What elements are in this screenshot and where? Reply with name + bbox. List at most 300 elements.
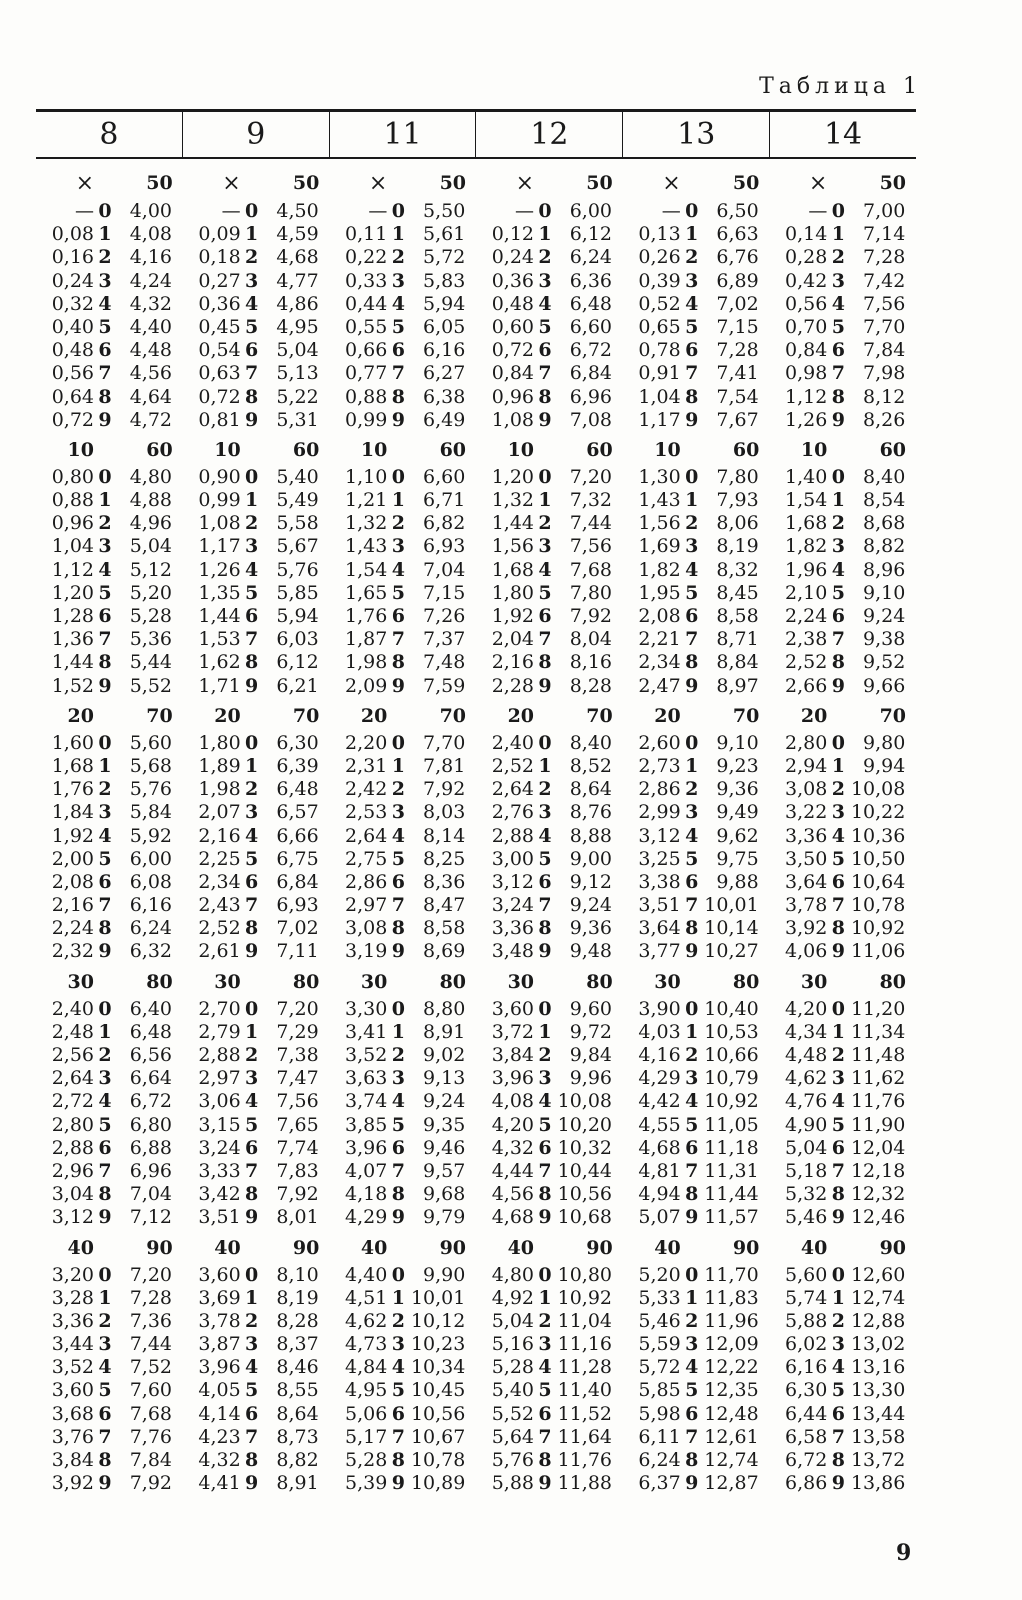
unit-digit: 7 <box>245 362 259 385</box>
left-value: 2,66 <box>785 674 828 697</box>
right-value: 10,01 <box>704 894 759 917</box>
unit-digit: 9 <box>685 940 699 963</box>
left-value: 3,25 <box>638 847 681 870</box>
left-value: 4,32 <box>198 1449 241 1471</box>
unit-digit: 3 <box>685 269 699 292</box>
unit-digit: 4 <box>391 292 405 315</box>
left-value: 1,56 <box>491 535 535 558</box>
table-row <box>36 1160 183 1183</box>
unit-digit: 3 <box>685 1333 699 1356</box>
table-row <box>183 1090 330 1113</box>
right-value: 8,76 <box>569 801 613 824</box>
right-value: 7,81 <box>423 754 466 777</box>
right-value: 8,26 <box>863 408 906 431</box>
table-row <box>183 732 330 755</box>
unit-digit: 4 <box>831 1356 845 1379</box>
right-value: 6,48 <box>129 1020 172 1043</box>
unit-digit: 4 <box>831 292 845 315</box>
table-row <box>36 1067 183 1090</box>
unit-digit: 1 <box>685 223 699 246</box>
table-row <box>623 801 770 824</box>
table-row <box>476 1137 623 1160</box>
unit-digit: 0 <box>391 465 405 488</box>
multiply-sign: × <box>222 170 241 196</box>
left-value: 3,12 <box>638 824 681 847</box>
right-value: 8,36 <box>423 870 466 893</box>
right-value: 11,16 <box>557 1333 613 1356</box>
left-value: 5,52 <box>491 1402 535 1425</box>
unit-digit: 3 <box>685 1067 699 1090</box>
right-value: 7,29 <box>276 1020 319 1043</box>
right-value: 7,28 <box>716 339 759 362</box>
table-row <box>36 1310 183 1333</box>
right-value: 11,76 <box>850 1090 906 1113</box>
left-value: 5,04 <box>785 1136 828 1159</box>
table-row <box>36 1472 183 1495</box>
group-subheader <box>183 702 330 730</box>
table-row <box>36 1379 183 1402</box>
right-value: 4,16 <box>129 246 172 269</box>
left-value: 3,78 <box>785 894 828 917</box>
table-row <box>183 1183 330 1206</box>
table-row <box>476 270 623 293</box>
table-row <box>329 1333 476 1356</box>
unit-digit: 5 <box>391 1379 405 1402</box>
table-row <box>183 917 330 940</box>
unit-digit: 8 <box>538 917 552 940</box>
left-value: 1,98 <box>345 651 388 674</box>
right-value: 6,63 <box>716 223 759 246</box>
unit-digit: 7 <box>538 1425 552 1448</box>
value-group <box>36 996 183 1234</box>
unit-digit: 7 <box>391 1425 405 1448</box>
right-value: 12,35 <box>704 1379 759 1402</box>
left-value: 1,76 <box>345 605 388 627</box>
column-header: 9 <box>182 112 329 157</box>
unit-digit: 4 <box>98 1356 112 1379</box>
table-row <box>183 489 330 512</box>
left-value: — <box>661 200 681 222</box>
right-value: 6,32 <box>129 940 172 963</box>
unit-digit: 7 <box>538 1159 552 1182</box>
left-value: 5,60 <box>785 1263 828 1286</box>
table-row <box>769 825 916 848</box>
left-value: 1,43 <box>638 489 681 512</box>
left-value: 3,92 <box>785 917 828 940</box>
table-row <box>329 223 476 246</box>
table-row <box>623 871 770 894</box>
right-value: 9,60 <box>569 997 613 1020</box>
left-value: 0,78 <box>638 339 681 362</box>
unit-digit: 4 <box>245 1356 259 1379</box>
right-value: 12,74 <box>704 1449 759 1471</box>
unit-digit: 6 <box>245 605 259 627</box>
unit-digit: 6 <box>538 870 552 893</box>
right-value: 9,38 <box>863 628 906 651</box>
table-row <box>183 940 330 963</box>
left-value: 0,09 <box>198 223 241 246</box>
table-row <box>36 825 183 848</box>
table-row <box>183 848 330 871</box>
right-value: 4,00 <box>129 200 172 222</box>
right-value: 8,03 <box>423 801 466 824</box>
table-row <box>36 848 183 871</box>
unit-digit: 9 <box>98 1206 112 1229</box>
group-subheader <box>769 1234 916 1262</box>
table-row <box>329 917 476 940</box>
table-row <box>769 1067 916 1090</box>
right-value: 7,98 <box>863 362 906 385</box>
left-value: 0,56 <box>785 292 828 315</box>
left-value: 0,14 <box>785 223 828 246</box>
table-row <box>476 628 623 651</box>
left-value: 2,42 <box>345 778 388 801</box>
right-value: 7,44 <box>569 512 613 535</box>
value-group <box>329 730 476 968</box>
right-value: 6,16 <box>129 894 172 917</box>
group-subheader <box>183 968 330 996</box>
right-value: 8,28 <box>276 1309 319 1332</box>
left-value: 3,52 <box>345 1044 388 1066</box>
right-value: 6,84 <box>569 362 613 385</box>
group-subheader <box>36 1234 183 1262</box>
unit-digit: 0 <box>245 1263 259 1286</box>
unit-digit: 6 <box>538 339 552 362</box>
table-row <box>183 223 330 246</box>
right-value: 4,56 <box>129 362 172 385</box>
table-row <box>476 466 623 489</box>
left-value: 1,80 <box>491 581 535 604</box>
right-value: 8,16 <box>569 651 613 674</box>
table-row <box>36 1287 183 1310</box>
table-row <box>476 917 623 940</box>
left-value: 2,86 <box>345 870 388 893</box>
table-row <box>769 200 916 223</box>
left-value: 3,08 <box>785 778 828 801</box>
right-value: 8,01 <box>276 1206 319 1229</box>
table-row <box>476 998 623 1021</box>
right-value: 6,03 <box>276 628 319 651</box>
group-tens-label: 30 <box>507 970 535 993</box>
right-value: 8,06 <box>716 512 759 535</box>
value-group <box>769 1262 916 1500</box>
table-row <box>36 223 183 246</box>
right-value: 6,96 <box>129 1159 172 1182</box>
right-value: 9,96 <box>569 1067 613 1090</box>
left-value: 0,52 <box>638 292 681 315</box>
table-row <box>183 1206 330 1229</box>
unit-digit: 9 <box>538 408 552 431</box>
left-value: 2,10 <box>785 581 828 604</box>
group-tens-label: 40 <box>654 1236 681 1259</box>
unit-digit: 2 <box>245 246 259 269</box>
unit-digit: 7 <box>391 362 405 385</box>
table-row <box>183 362 330 385</box>
table-row <box>769 605 916 628</box>
left-value: 0,16 <box>51 246 94 269</box>
table-row <box>769 223 916 246</box>
unit-digit: 4 <box>98 558 112 581</box>
unit-digit: 6 <box>538 1136 552 1159</box>
value-group <box>623 730 770 968</box>
table-row <box>623 732 770 755</box>
table-row <box>623 1333 770 1356</box>
left-value: 5,98 <box>638 1402 681 1425</box>
unit-digit: 3 <box>391 535 405 558</box>
value-group <box>476 730 623 968</box>
table-row <box>329 1472 476 1495</box>
left-value: 5,40 <box>491 1379 535 1402</box>
unit-digit: 2 <box>831 246 845 269</box>
right-value: 11,31 <box>704 1159 759 1182</box>
left-value: 2,72 <box>51 1090 94 1113</box>
table-row <box>769 293 916 316</box>
left-value: 3,51 <box>638 894 681 917</box>
left-value: 6,30 <box>785 1379 828 1402</box>
table-row <box>476 848 623 871</box>
unit-digit: 0 <box>98 1263 112 1286</box>
table-row <box>769 582 916 605</box>
right-value: 12,09 <box>704 1333 759 1356</box>
table-row <box>36 1356 183 1379</box>
unit-digit: 9 <box>98 1472 112 1495</box>
right-value: 10,44 <box>557 1159 613 1182</box>
left-value: 1,80 <box>198 731 241 754</box>
table-row <box>329 894 476 917</box>
table-row <box>623 1090 770 1113</box>
right-value: 6,08 <box>129 870 172 893</box>
table-row <box>769 559 916 582</box>
table-row <box>329 1379 476 1402</box>
unit-digit: 8 <box>685 385 699 408</box>
unit-digit: 5 <box>831 1379 845 1402</box>
left-value: 1,44 <box>491 512 535 535</box>
table-row <box>329 362 476 385</box>
unit-digit: 5 <box>831 581 845 604</box>
right-value: 12,18 <box>850 1159 906 1182</box>
left-value: 3,48 <box>491 940 535 963</box>
left-value: 1,20 <box>491 465 535 488</box>
right-value: 12,04 <box>850 1136 906 1159</box>
left-value: 2,24 <box>51 917 94 940</box>
right-value: 10,79 <box>704 1067 759 1090</box>
unit-digit: 6 <box>391 339 405 362</box>
right-value: 5,76 <box>129 778 172 801</box>
right-value: 7,02 <box>276 917 319 940</box>
unit-digit: 9 <box>831 408 845 431</box>
unit-digit: 9 <box>831 940 845 963</box>
unit-digit: 5 <box>685 1113 699 1136</box>
unit-digit: 1 <box>98 1020 112 1043</box>
table-row <box>183 1044 330 1067</box>
unit-digit: 6 <box>831 605 845 627</box>
right-value: 7,54 <box>716 385 759 408</box>
table-row <box>623 200 770 223</box>
left-value: 1,08 <box>491 408 535 431</box>
right-value: 9,12 <box>569 870 613 893</box>
right-value: 6,21 <box>276 674 319 697</box>
right-value: 6,75 <box>276 847 319 870</box>
right-value: 5,40 <box>276 465 319 488</box>
right-value: 11,04 <box>557 1309 613 1332</box>
right-value: 6,60 <box>423 465 466 488</box>
unit-digit: 7 <box>685 1425 699 1448</box>
table-row <box>183 1403 330 1426</box>
left-value: 0,44 <box>345 292 388 315</box>
right-value: 9,10 <box>863 581 906 604</box>
right-value: 12,32 <box>850 1183 906 1206</box>
left-value: 0,99 <box>198 489 241 512</box>
value-group <box>183 996 330 1234</box>
left-value: 3,04 <box>51 1183 94 1206</box>
right-value: 7,14 <box>863 223 906 246</box>
group-right-label: 50 <box>146 172 173 194</box>
group-subheader <box>476 168 623 198</box>
table-row <box>183 1114 330 1137</box>
right-value: 12,61 <box>704 1425 759 1448</box>
multiply-sign: × <box>515 170 535 196</box>
left-value: 1,30 <box>638 465 681 488</box>
left-value: 1,54 <box>785 489 828 512</box>
left-value: 4,84 <box>345 1356 388 1379</box>
unit-digit: 6 <box>831 339 845 362</box>
unit-digit: 1 <box>831 223 845 246</box>
multiply-sign: × <box>808 170 828 196</box>
unit-digit: 4 <box>831 1090 845 1113</box>
table-row <box>623 628 770 651</box>
table-row <box>183 1472 330 1495</box>
right-value: 8,37 <box>276 1333 319 1356</box>
left-value: 0,54 <box>198 339 241 362</box>
table-row <box>183 1264 330 1287</box>
right-value: 6,93 <box>276 894 319 917</box>
table-row <box>183 1160 330 1183</box>
left-value: 0,11 <box>345 223 388 246</box>
right-value: 7,44 <box>129 1333 172 1356</box>
unit-digit: 2 <box>538 246 552 269</box>
table-row <box>36 512 183 535</box>
left-value: 0,48 <box>51 339 94 362</box>
unit-digit: 9 <box>391 940 405 963</box>
left-value: 4,90 <box>785 1113 828 1136</box>
unit-digit: 5 <box>245 847 259 870</box>
table-row <box>476 1472 623 1495</box>
right-value: 8,96 <box>863 558 906 581</box>
right-value: 9,36 <box>716 778 759 801</box>
right-value: 6,89 <box>716 269 759 292</box>
unit-digit: 1 <box>685 489 699 512</box>
right-value: 11,76 <box>557 1449 613 1471</box>
table-row <box>183 1449 330 1472</box>
table-row <box>623 778 770 801</box>
table-row <box>623 1183 770 1206</box>
right-value: 7,04 <box>129 1183 172 1206</box>
left-value: 6,37 <box>638 1472 681 1495</box>
table-row <box>623 1356 770 1379</box>
unit-digit: 8 <box>245 1449 259 1471</box>
left-value: 3,52 <box>51 1356 94 1379</box>
left-value: 1,68 <box>785 512 828 535</box>
group-right-label: 90 <box>292 1236 320 1259</box>
unit-digit: 2 <box>685 1044 699 1066</box>
left-value: 0,28 <box>785 246 828 269</box>
right-value: 7,47 <box>276 1067 319 1090</box>
unit-digit: 5 <box>538 1113 552 1136</box>
right-value: 10,53 <box>704 1020 759 1043</box>
group-tens-label: 10 <box>800 438 828 461</box>
unit-digit: 6 <box>245 1402 259 1425</box>
left-value: 1,21 <box>345 489 388 512</box>
table-row <box>476 778 623 801</box>
left-value: 3,38 <box>638 870 681 893</box>
group-tens-label: 20 <box>67 704 94 727</box>
unit-digit: 4 <box>98 824 112 847</box>
table-row <box>36 200 183 223</box>
unit-digit: 6 <box>245 1136 259 1159</box>
unit-digit: 9 <box>685 674 699 697</box>
right-value: 6,36 <box>569 269 613 292</box>
right-value: 7,00 <box>863 200 906 222</box>
right-value: 8,10 <box>276 1263 319 1286</box>
unit-digit: 4 <box>685 292 699 315</box>
table-row <box>623 917 770 940</box>
table-row <box>476 246 623 269</box>
group-right-label: 60 <box>586 438 613 461</box>
table-row <box>476 559 623 582</box>
group-subheader <box>623 168 770 198</box>
table-row <box>183 293 330 316</box>
column-header: 14 <box>769 112 916 157</box>
left-value: 1,26 <box>785 408 828 431</box>
unit-digit: 5 <box>98 847 112 870</box>
left-value: 2,88 <box>51 1136 94 1159</box>
table-row <box>476 1183 623 1206</box>
unit-digit: 4 <box>538 292 552 315</box>
unit-digit: 3 <box>831 801 845 824</box>
group-tens-label: 30 <box>214 970 241 993</box>
table-row <box>183 512 330 535</box>
unit-digit: 4 <box>391 1356 405 1379</box>
table-row <box>36 1449 183 1472</box>
right-value: 8,64 <box>276 1402 319 1425</box>
value-group <box>623 1262 770 1500</box>
unit-digit: 3 <box>538 1333 552 1356</box>
unit-digit: 3 <box>245 1067 259 1090</box>
unit-digit: 5 <box>391 315 405 338</box>
table-row <box>183 998 330 1021</box>
left-value: 1,53 <box>198 628 241 651</box>
left-value: 3,28 <box>51 1286 94 1309</box>
unit-digit: 0 <box>391 1263 405 1286</box>
left-value: 2,09 <box>345 674 388 697</box>
left-value: 1,68 <box>491 558 535 581</box>
right-value: 6,48 <box>569 292 613 315</box>
unit-digit: 7 <box>831 1159 845 1182</box>
table-row <box>329 582 476 605</box>
left-value: 1,40 <box>785 465 828 488</box>
unit-digit: 6 <box>98 1402 112 1425</box>
left-value: 4,05 <box>198 1379 241 1402</box>
right-value: 10,68 <box>557 1206 613 1229</box>
left-value: 2,94 <box>785 754 828 777</box>
group-tens-label: 20 <box>507 704 535 727</box>
unit-digit: 1 <box>538 489 552 512</box>
unit-digit: 2 <box>391 246 405 269</box>
group-tens-label: 40 <box>214 1236 241 1259</box>
right-value: 11,57 <box>704 1206 759 1229</box>
right-value: 6,38 <box>423 385 466 408</box>
right-value: 6,82 <box>423 512 466 535</box>
